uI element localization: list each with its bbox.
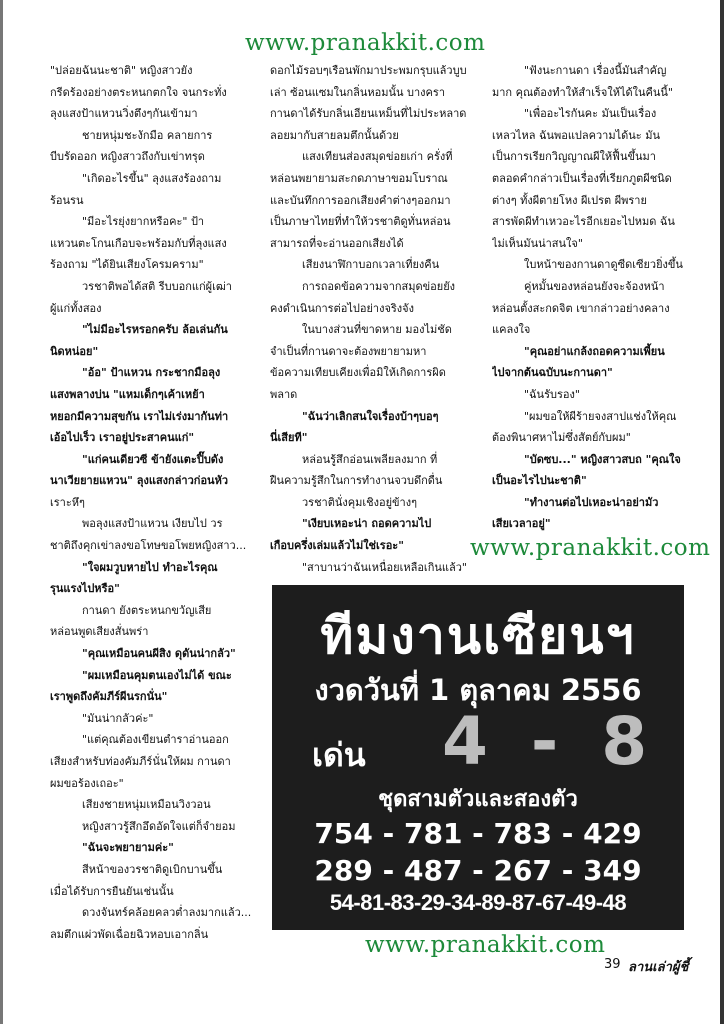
article-line: จำเป็นที่กานดาจะต้องพยายามหา — [270, 344, 427, 358]
article-line: เหลวไหล ฉันพอแปลความได้นะ มัน — [492, 128, 660, 142]
watermark-bottom: www.pranakkit.com — [365, 932, 606, 958]
article-line: ลอยมากับสายลมตึกนั้นด้วย — [270, 128, 399, 142]
ad-lead-digits: 4 - 8 — [442, 703, 658, 780]
article-line: เสียงนาฬิกาบอกเวลาเที่ยงคืน — [302, 258, 440, 272]
page-number: 39 — [604, 957, 621, 972]
article-line: เราพูดถึงคัมภีร์ผีนรกนั่น" — [50, 690, 168, 704]
lottery-ad-box — [272, 585, 684, 930]
article-line: เราะหึๆ — [50, 495, 85, 509]
article-line: "ทำงานต่อไปเหอะน่าอย่ามัว — [524, 495, 659, 509]
article-line: การถอดข้อความจากสมุดข่อยยัง — [302, 279, 456, 293]
article-column-2 — [270, 60, 480, 578]
article-line: "เงียบเหอะน่า ถอดความไป — [302, 517, 432, 531]
article-line: ข้อความเทียบเคียงเพื่อมิให้เกิดการผิด — [270, 366, 446, 380]
article-line: ร้อนรน — [50, 193, 84, 207]
article-line: หล่อนรู้สึกอ่อนเพลียลงมาก ที่ — [302, 452, 438, 466]
article-line: ต้องพินาศหาไม่ซึ่งสัตย์กับผม" — [492, 431, 631, 445]
article-line: เกือบครึ่งเล่มแล้วไม่ใช่เรอะ" — [270, 539, 404, 553]
article-line: วรชาตินั่งคุมเชิงอยู่ข้างๆ — [302, 495, 417, 509]
watermark-top: www.pranakkit.com — [245, 30, 486, 56]
article-line: "ฉันจะพยายามค่ะ" — [82, 841, 174, 855]
article-line: เป็นการเรียกวิญญาณผีให้ฟื้นขึ้นมา — [492, 150, 656, 164]
article-line: "คุณอย่าแกล้งถอดความเพี้ยน — [524, 344, 665, 358]
article-line: แคลงใจ — [492, 323, 531, 337]
article-line: คู่หมั้นของหล่อนยังจะจ้องหน้า — [524, 279, 665, 293]
article-line: ใบหน้าของกานดาดูซีดเซียวยิ่งขึ้น — [524, 258, 683, 272]
article-line: "ฟังนะกานดา เรื่องนี้มันสำคัญ — [524, 64, 667, 77]
article-line: กานดาได้รับกลิ่นเอียนเหม็นที่ไม่ประหลาด — [270, 107, 467, 121]
article-line: เป็นภาษาไทยที่ทำให้วรชาติดูทั่นหล่อน — [270, 215, 451, 229]
article-line: "ฉันรับรอง" — [524, 387, 580, 401]
article-line: สีหน้าของวรชาติดูเบิกบานขึ้น — [82, 862, 223, 876]
article-line: นาเวียยายแหวน" ลุงแสงกล่าวก่อนหัว — [50, 474, 228, 488]
article-line: ลุงแสงป้าแหวนวิ่งตึงๆกันเข้ามา — [50, 107, 198, 121]
article-line: นี่เสียที" — [270, 431, 308, 445]
article-line: เมื่อได้รับการยืนยันเช่นนั้น — [50, 884, 174, 898]
article-line: "ปล่อยฉันนะชาติ" หญิงสาวยัง — [50, 64, 193, 77]
article-line: "คุณเหมือนคนผีสิง ดุดันน่ากลัว" — [82, 647, 236, 661]
article-line: หล่อนตั้งสะกดจิต เขากล่าวอย่างคลาง — [492, 301, 670, 315]
article-line: "บัดซบ..." หญิงสาวสบถ "คุณใจ — [524, 452, 681, 466]
article-line: ไม่เห็นมันน่าสนใจ" — [492, 236, 583, 250]
article-line: เล่า ซ้อนแซมในกลิ่นหอมนั้น บางครา — [270, 85, 446, 99]
article-line: สารพัดผีทำเหวอะไรอีกเยอะไปหมด ฉัน — [492, 215, 675, 229]
article-line: เอ้อไปเร็ว เราอยู่ประสาคนแก่" — [50, 431, 195, 445]
article-line: แสงเทียนส่องสมุดข่อยเก่า ครั่งที่ — [302, 150, 453, 164]
article-line: "ใจผมวูบหายไป ทำอะไรคุณ — [82, 560, 218, 574]
article-line: วรชาติพอได้สติ รีบบอกแก่ผู้เฒ่า — [82, 279, 232, 293]
ad-title: ทีมงานเซียนฯ — [320, 607, 636, 665]
article-line: ไปจากต้นฉบับนะกานดา" — [492, 366, 613, 380]
article-line: ลมตึกแผ่วพัดเฉื่อยฉิวหอบเอากลิ่น — [50, 927, 209, 941]
article-line: เสียงชายหนุ่มเหมือนวิงวอน — [82, 798, 211, 812]
ad-lead-label: เด่น — [312, 736, 366, 774]
article-line: ชายหนุ่มชะงักมือ คลายการ — [82, 128, 213, 142]
article-line: หญิงสาวรู้สึกอึดอัดใจแต่ก็จำยอม — [82, 819, 236, 833]
article-line: กรีดร้องอย่างตระหนกตกใจ จนกระทั่ง — [50, 85, 227, 99]
article-line: ดอกไม้รอบๆเรือนพักมาประพมกรุบแล้วบูบ — [270, 64, 467, 77]
article-line: เสียงสำหรับท่องคัมภีร์นั่นให้ผม กานดา — [50, 755, 231, 768]
article-line: หยอกมีความสุขกัน เราไม่เร่งมากันท่า — [50, 409, 229, 423]
ad-subheading: ชุดสามตัวและสองตัว — [378, 787, 578, 812]
magazine-masthead: ลานเล่าผู้ชี้ — [628, 960, 689, 975]
article-line: "แก่คนเดียวซี ข้ายังแตะปิ๊บดัง — [82, 452, 224, 466]
article-line: ผมขอร้องเถอะ" — [50, 776, 124, 790]
article-line: ตลอดคำกล่าวเป็นเรื่องที่เรียกภูตผีชนิด — [492, 171, 672, 185]
article-line: แหวนตะโกนเกือบจะพร้อมกับที่ลุงแสง — [50, 236, 227, 250]
article-line: พอลุงแสงป้าแหวน เงียบไป วร — [82, 517, 223, 531]
article-line: ต่างๆ ทั้งผีตายโหง ผีเปรต ผีพราย — [492, 193, 647, 207]
article-line: รุนแรงไปหรือ" — [50, 582, 120, 596]
article-line: "ผมเหมือนคุมตนเองไม่ได้ ขณะ — [82, 668, 232, 682]
article-line: "อ้อ" ป้าแหวน กระชากมือลุง — [82, 366, 221, 380]
ad-three-digit-row-2: 289 - 487 - 267 - 349 — [314, 854, 642, 887]
article-line: คงดำเนินการต่อไปอย่างจริงจัง — [270, 301, 414, 315]
article-line: ชาติถึงคุกเข่าลงขอโทษขอโพยหญิงสาว... — [50, 539, 247, 553]
article-line: "ฉันว่าเลิกสนใจเรื่องบ้าๆบอๆ — [302, 409, 439, 423]
article-column-3 — [492, 60, 697, 535]
ad-three-digit-row-1: 754 - 781 - 783 - 429 — [314, 817, 642, 850]
article-line: กานดา ยังตระหนกขวัญเสีย — [82, 603, 212, 617]
article-line: พลาด — [270, 387, 298, 401]
article-line: มาก คุณต้องทำให้สำเร็จให้ได้ในคืนนี้" — [492, 85, 673, 99]
article-line: สามารถที่จะอ่านออกเสียงได้ — [270, 236, 404, 250]
article-line: และบันทึกการออกเสียงคำต่างๆออกมา — [270, 193, 451, 207]
article-line: นิดหน่อย" — [50, 344, 99, 358]
article-line: หล่อนพยายามสะกดภาษาขอมโบราณ — [270, 171, 448, 185]
article-line: "แต่คุณต้องเขียนตำราอ่านออก — [82, 733, 229, 747]
article-line: "มันน่ากลัวค่ะ" — [82, 711, 154, 725]
article-line: ร้องถาม "ได้ยินเสียงโครมคราม" — [50, 258, 204, 272]
article-line: ฝืนความรู้สึกในการทำงานจวบดึกดื่น — [270, 474, 443, 488]
article-line: "ผมขอให้ผีร้ายจงสาปแช่งให้คุณ — [524, 409, 677, 423]
article-line: "ไม่มีอะไรหรอกครับ ล้อเล่นกัน — [82, 323, 228, 337]
watermark-middle: www.pranakkit.com — [470, 535, 711, 561]
article-column-1 — [50, 60, 255, 945]
ad-draw-date: งวดวันที่ 1 ตุลาคม 2556 — [314, 673, 642, 707]
article-line: ดวงจันทร์คล้อยคลวต่ำลงมากแล้ว... — [82, 906, 252, 920]
article-line: หล่อนพูดเสียงสั่นพร่า — [50, 625, 149, 639]
article-line: "สาบานว่าฉันเหนื่อยเหลือเกินแล้ว" — [302, 560, 467, 574]
article-line: ผู้แก่ทั้งสอง — [50, 301, 102, 315]
article-line: แสงพลางบ่น "แหมเด็กๆเค้าเหย้า — [50, 387, 205, 401]
article-line: ในบางส่วนที่ขาดหาย มองไม่ชัด — [302, 323, 452, 337]
article-line: บีบรัดออก หญิงสาวถึงกับเข่าทรุด — [50, 150, 205, 164]
article-line: "เกิดอะไรขึ้น" ลุงแสงร้องถาม — [82, 171, 222, 185]
article-line: "มีอะไรยุ่งยากหรือคะ" ป้า — [82, 215, 205, 229]
article-line: เป็นอะไรไปนะชาติ" — [492, 474, 587, 488]
ad-two-digit-row: 54-81-83-29-34-89-87-67-49-48 — [329, 890, 627, 915]
article-line: เสียเวลาอยู่" — [492, 517, 551, 531]
article-line: "เพื่ออะไรกันคะ มันเป็นเรื่อง — [524, 107, 657, 121]
